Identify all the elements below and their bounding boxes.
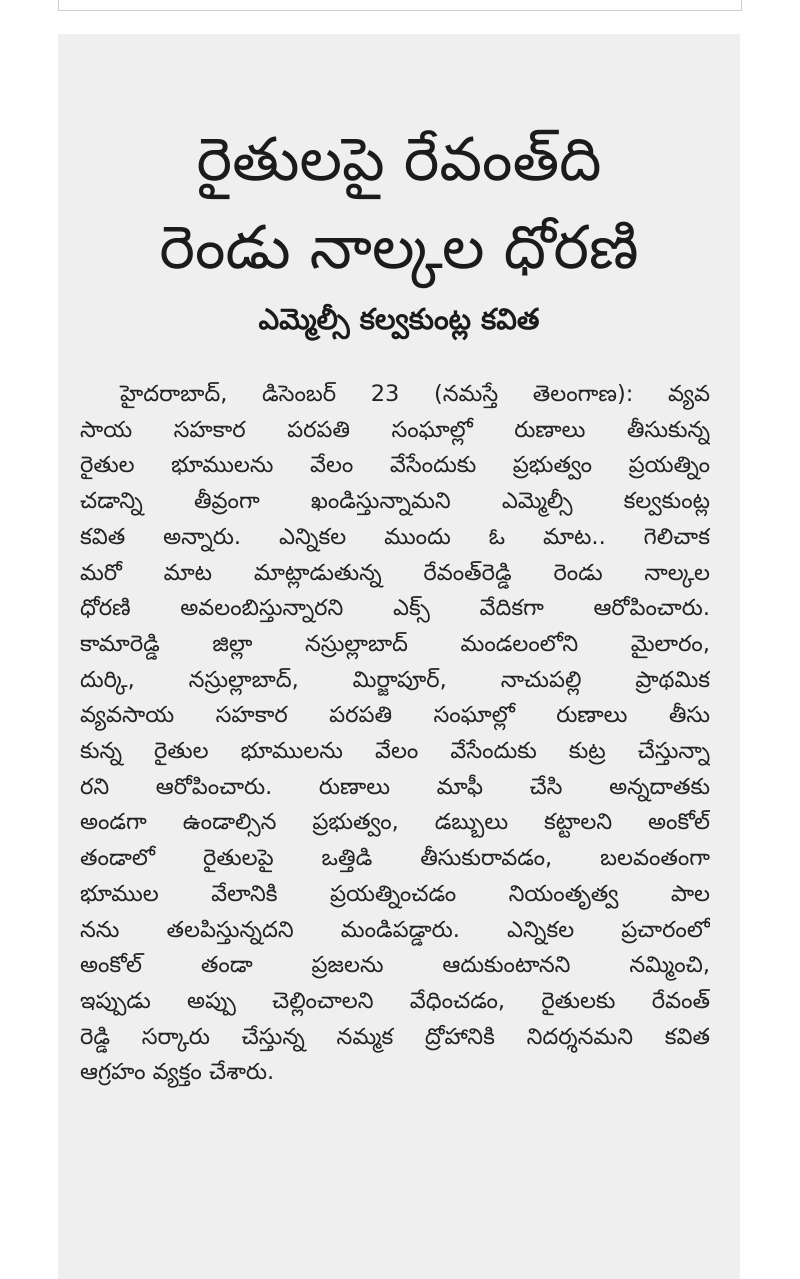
body-line: అండగా ఉండాల్సిన ప్రభుత్వం, డబ్బులు కట్టాలని అంకోల్: [80, 809, 710, 836]
body-line: దుర్కి, నస్రుల్లాబాద్, మిర్జాపూర్, నాచుపల్లి ప్రాథమిక: [80, 666, 710, 693]
body-line: తండాలో రైతులపై ఒత్తిడి తీసుకురావడం, బలవంతంగా: [80, 845, 710, 872]
headline-line-2: రెండు నాల్కల ధోరణి: [159, 213, 639, 283]
article-body: [80, 377, 710, 1091]
body-line: కున్న రైతుల భూములను వేలం వేసేందుకు కుట్ర చేస్తున్నా: [80, 738, 710, 765]
body-line: రెడ్డి సర్కారు చేస్తున్న నమ్మక ద్రోహానికి నిదర్శనమని కవిత: [80, 1023, 710, 1050]
body-line: చడాన్ని తీవ్రంగా ఖండిస్తున్నామని ఎమ్మెల్సీ కల్వకుంట్ల: [80, 488, 710, 515]
body-line: వ్యవసాయ సహకార పరపతి సంఘాల్లో రుణాలు తీసు: [80, 702, 710, 729]
headline: [58, 116, 740, 292]
body-line: ఇప్పుడు అప్పు చెల్లించాలని వేధించడం, రైతులకు రేవంత్: [80, 987, 710, 1014]
body-line: ధోరణి అవలంబిస్తున్నారని ఎక్స్ వేదికగా ఆరోపించారు.: [80, 595, 710, 622]
body-line: సాయ సహకార పరపతి సంఘాల్లో రుణాలు తీసుకున్న: [80, 416, 710, 443]
headline-line-1: రైతులపై రేవంత్‌ది: [196, 125, 602, 195]
news-clipping: [58, 34, 740, 1279]
subheadline: ఎమ్మెల్సీ కల్వకుంట్ల కవిత: [258, 302, 540, 336]
body-line: భూముల వేలానికి ప్రయత్నించడం నియంతృత్వ పాల: [80, 880, 710, 907]
body-line: నను తలపిస్తున్నదని మండిపడ్డారు. ఎన్నికల ప్రచారంలో: [80, 916, 710, 943]
body-line: కవిత అన్నారు. ఎన్నికల ముందు ఓ మాట.. గెలిచాక: [80, 523, 710, 550]
body-line: మరో మాట మాట్లాడుతున్న రేవంత్‌రెడ్డి రెండు నాల్కల: [80, 559, 710, 586]
previous-clipping-edge: [58, 0, 742, 11]
body-line: అంకోల్ తండా ప్రజలను ఆదుకుంటానని నమ్మించి,: [80, 952, 710, 979]
body-line: ఆగ్రహం వ్యక్తం చేశారు.: [80, 1059, 275, 1086]
body-line: రైతుల భూములను వేలం వేసేందుకు ప్రభుత్వం ప్రయత్నిం: [80, 452, 710, 479]
body-line: రని ఆరోపించారు. రుణాలు మాఫీ చేసి అన్నదాతకు: [80, 773, 710, 800]
body-line: కామారెడ్డి జిల్లా నస్రుల్లాబాద్ మండలంలోని మైలారం,: [80, 630, 710, 657]
body-line: హైదరాబాద్, డిసెంబర్ 23 (నమస్తే తెలంగాణ): వ్యవ: [120, 381, 710, 407]
